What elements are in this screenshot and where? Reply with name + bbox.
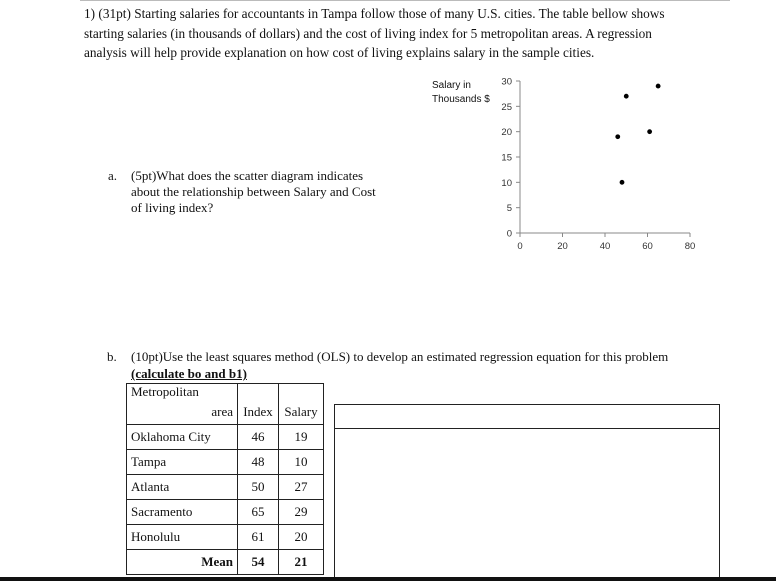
mean-label: Mean (127, 550, 238, 575)
mean-salary: 21 (279, 550, 324, 575)
y-tick-label: 30 (501, 76, 512, 88)
table-row (127, 450, 324, 475)
y-tick-label: 10 (501, 177, 512, 189)
table-row (127, 425, 324, 450)
x-tick-label: 40 (599, 241, 611, 252)
top-rule (80, 0, 730, 1)
cell-index: 48 (238, 450, 279, 475)
cell-salary: 19 (279, 425, 324, 450)
y-label-line-1: Salary in (432, 80, 471, 91)
salary-table (126, 383, 324, 575)
cell-index: 50 (238, 475, 279, 500)
cell-index: 65 (238, 500, 279, 525)
y-label-line-2: Thousands $ (432, 94, 490, 105)
cell-salary: 29 (279, 500, 324, 525)
x-tick-label: 20 (557, 241, 568, 252)
mean-row (127, 550, 324, 575)
x-tick-label: 80 (684, 241, 696, 252)
scatter-point (647, 129, 652, 134)
cell-area: Atlanta (127, 475, 238, 500)
y-tick-label: 0 (506, 228, 512, 240)
part-b-line-1: (10pt)Use the least squares method (OLS) to develop an estimated regression equation for this problem (131, 349, 669, 364)
scatter-point (620, 180, 625, 185)
question-1-line: starting salaries (in thousands of dollars) and the cost of living index for 5 metropolitan areas. A regression (84, 25, 652, 41)
part-a-line: (5pt)What does the scatter diagram indicates (131, 168, 364, 183)
y-tick-label: 5 (506, 203, 512, 215)
table-row (127, 500, 324, 525)
cell-index: 61 (238, 525, 279, 550)
cell-index: 46 (238, 425, 279, 450)
cell-salary: 20 (279, 525, 324, 550)
table-row (127, 475, 324, 500)
cell-salary: 10 (279, 450, 324, 475)
scatter-point (624, 94, 629, 99)
part-a-line: about the relationship between Salary and Cost (131, 184, 376, 199)
y-tick-label: 15 (501, 152, 512, 164)
header-metropolitan: Metropolitan (127, 384, 238, 401)
header-index: Index (238, 400, 279, 425)
scatter-chart (420, 70, 710, 260)
cell-area: Tampa (127, 450, 238, 475)
bottom-rule (0, 577, 776, 581)
scatter-point (615, 134, 620, 139)
mean-index: 54 (238, 550, 279, 575)
cell-area: Sacramento (127, 500, 238, 525)
x-tick-label: 60 (642, 241, 653, 252)
part-b-number: b. (107, 349, 117, 364)
question-1-line: analysis will help provide explanation on how cost of living explains salary in the sample cities. (84, 45, 595, 60)
part-a-number: a. (108, 168, 118, 183)
header-area: area (127, 400, 238, 425)
question-1-text (84, 4, 724, 63)
scatter-point (656, 84, 661, 89)
part-b-line-2: (calculate bo and b1) (131, 366, 247, 381)
header-salary: Salary (279, 400, 324, 425)
table-row (127, 525, 324, 550)
x-tick-label: 0 (517, 241, 523, 252)
cell-salary: 27 (279, 475, 324, 500)
answer-box (334, 404, 720, 580)
y-tick-label: 25 (501, 101, 512, 113)
cell-area: Honolulu (127, 525, 238, 550)
y-tick-label: 20 (501, 127, 512, 139)
question-1-line: 1) (31pt) Starting salaries for accountants in Tampa follow those of many U.S. cities. The table bellow shows (84, 6, 665, 21)
part-a-line: of living index? (131, 200, 214, 215)
cell-area: Oklahoma City (127, 425, 238, 450)
